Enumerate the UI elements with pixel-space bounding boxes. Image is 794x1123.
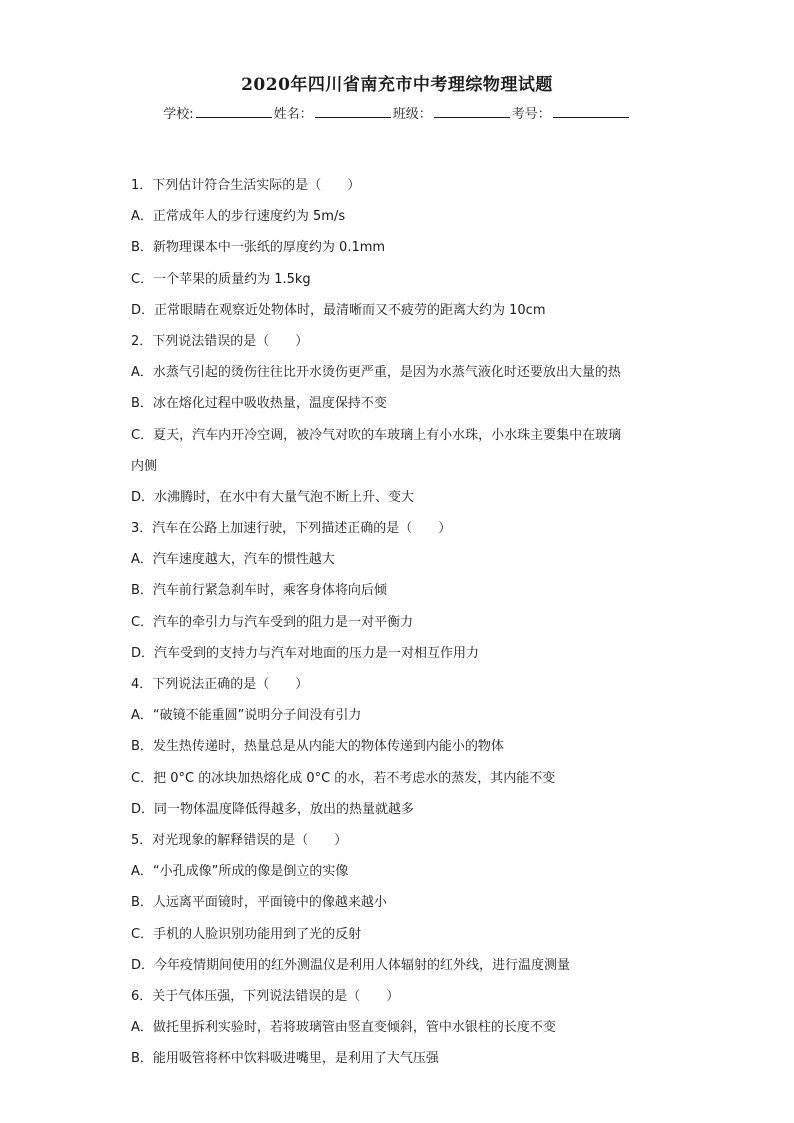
question-stem: 5．对光现象的解释错误的是（ ） — [131, 832, 348, 848]
question-option: B．汽车前行紧急刹车时，乘客身体将向后倾 — [131, 583, 387, 599]
school-blank — [196, 105, 272, 118]
school-field — [163, 103, 273, 122]
question-stem: 1．下列估计符合生活实际的是（ ） — [131, 178, 361, 193]
question-option: C．汽车的牵引力与汽车受到的阻力是一对平衡力 — [131, 614, 414, 630]
student-info-row — [0, 103, 794, 122]
question-option: A．水蒸气引起的烫伤往往比开水烫伤更严重，是因为水蒸气液化时还要放出大量的热 — [131, 365, 621, 381]
name-label: 姓名： — [273, 107, 313, 122]
exam-number-field — [512, 103, 631, 122]
name-blank — [315, 105, 391, 118]
question-option: C．一个苹果的质量约为 1.5kg — [131, 271, 311, 287]
question-option: B．新物理课本中一张纸的厚度约为 0.1mm — [131, 240, 386, 256]
question-option: B．人远离平面镜时，平面镜中的像越来越小 — [131, 895, 387, 911]
question-content — [131, 170, 671, 1074]
question-option: A．“小孔成像”所成的像是倒立的实像 — [131, 864, 349, 880]
question-option: C．手机的人脸识别功能用到了光的反射 — [131, 926, 362, 942]
question-option: D．汽车受到的支持力与汽车对地面的压力是一对相互作用力 — [131, 645, 480, 661]
question-option: B．能用吸管将杯中饮料吸进嘴里，是利用了大气压强 — [131, 1051, 439, 1067]
question-option: D．今年疫情期间使用的红外测温仪是利用人体辐射的红外线，进行温度测量 — [131, 957, 571, 973]
question-option: D．同一物体温度降低得越多，放出的热量就越多 — [131, 801, 415, 817]
class-field — [393, 103, 512, 122]
class-label: 班级： — [392, 107, 432, 122]
question-stem: 3．汽车在公路上加速行驶，下列描述正确的是（ ） — [131, 521, 452, 537]
exam-number-label: 考号： — [511, 107, 551, 122]
question-option: A．“破镜不能重圆”说明分子间没有引力 — [131, 708, 362, 724]
question-option: A．正常成年人的步行速度约为 5m/s — [131, 209, 346, 225]
question-stem: 2．下列说法错误的是（ ） — [131, 333, 309, 349]
question-stem: 6．关于气体压强，下列说法错误的是（ ） — [131, 988, 400, 1004]
class-blank — [434, 105, 510, 118]
question-option: A．做托里拆利实验时，若将玻璃管由竖直变倾斜，管中水银柱的长度不变 — [131, 1020, 556, 1036]
question-option: C．夏天，汽车内开冷空调，被冷气对吹的车玻璃上有小水珠，小水珠主要集中在玻璃 — [131, 427, 622, 443]
school-label: 学校: — [163, 107, 194, 122]
question-option: D．正常眼睛在观察近处物体时，最清晰而又不疲劳的距离大约为 10cm — [131, 302, 546, 318]
page-title: 2020年四川省南充市中考理综物理试题 — [241, 75, 553, 95]
question-option-continued: 内侧 — [131, 458, 158, 474]
question-stem: 4．下列说法正确的是（ ） — [131, 677, 309, 692]
question-option: B．冰在熔化过程中吸收热量，温度保持不变 — [131, 396, 387, 412]
question-option: C．把 0°C 的冰块加热熔化成 0°C 的水，若不考虑水的蒸发，其内能不变 — [131, 770, 556, 786]
name-field — [274, 103, 393, 122]
question-option: A．汽车速度越大，汽车的惯性越大 — [131, 552, 335, 568]
exam-number-blank — [553, 105, 629, 118]
question-option: D．水沸腾时，在水中有大量气泡不断上升、变大 — [131, 489, 415, 505]
question-option: B．发生热传递时，热量总是从内能大的物体传递到内能小的物体 — [131, 739, 504, 755]
